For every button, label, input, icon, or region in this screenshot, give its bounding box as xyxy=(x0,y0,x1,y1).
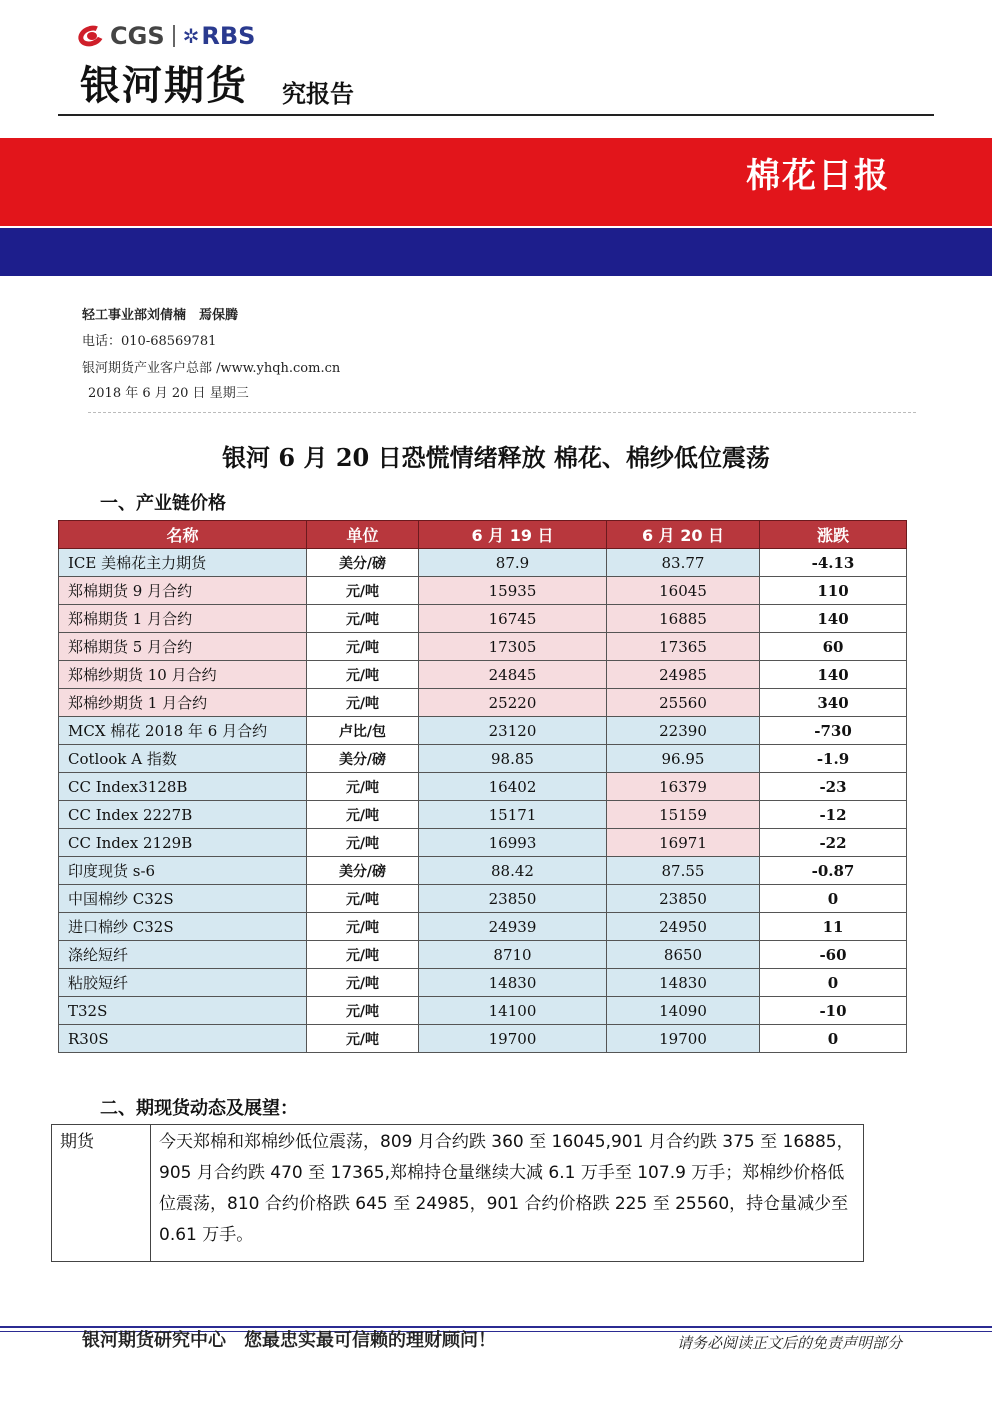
cell-name: 郑棉纱期货 1 月合约 xyxy=(59,689,307,717)
cell-d19: 23850 xyxy=(419,885,607,913)
cell-unit: 元/吨 xyxy=(307,633,419,661)
cell-d19: 25220 xyxy=(419,689,607,717)
table-row xyxy=(59,745,907,773)
cell-name: Cotlook A 指数 xyxy=(59,745,307,773)
header-unit: 单位 xyxy=(307,521,419,549)
cell-name: ICE 美棉花主力期货 xyxy=(59,549,307,577)
cell-unit: 美分/磅 xyxy=(307,745,419,773)
table-row xyxy=(59,689,907,717)
cell-unit: 元/吨 xyxy=(307,941,419,969)
header-name: 名称 xyxy=(59,521,307,549)
cell-name: CC Index3128B xyxy=(59,773,307,801)
cell-name: 粘胶短纤 xyxy=(59,969,307,997)
cell-d19: 17305 xyxy=(419,633,607,661)
dashed-divider xyxy=(88,412,916,413)
section-title-outlook: 二、期现货动态及展望： xyxy=(100,1098,298,1119)
cell-d19: 16745 xyxy=(419,605,607,633)
company-name: 银河期货 xyxy=(80,63,248,109)
cell-unit: 元/吨 xyxy=(307,969,419,997)
table-row xyxy=(59,661,907,689)
section-title-prices: 一、产业链价格 xyxy=(100,493,226,514)
cell-unit: 元/吨 xyxy=(307,605,419,633)
cell-unit: 元/吨 xyxy=(307,577,419,605)
cell-d19: 24845 xyxy=(419,661,607,689)
table-row xyxy=(59,941,907,969)
cell-d19: 14100 xyxy=(419,997,607,1025)
cell-d20: 87.55 xyxy=(607,857,760,885)
cell-name: 涤纶短纤 xyxy=(59,941,307,969)
cell-name: 印度现货 s-6 xyxy=(59,857,307,885)
cell-chg: -1.9 xyxy=(760,745,907,773)
cell-d20: 14090 xyxy=(607,997,760,1025)
table-row xyxy=(59,549,907,577)
cgs-swirl-icon xyxy=(78,25,106,47)
cell-d20: 15159 xyxy=(607,801,760,829)
cell-d20: 8650 xyxy=(607,941,760,969)
cell-d20: 16971 xyxy=(607,829,760,857)
cell-unit: 美分/磅 xyxy=(307,549,419,577)
table-header-row xyxy=(59,521,907,549)
outlook-label: 期货 xyxy=(52,1125,151,1262)
cell-name: MCX 棉花 2018 年 6 月合约 xyxy=(59,717,307,745)
phone: 电话：010-68569781 xyxy=(82,334,217,349)
table-row xyxy=(59,829,907,857)
cell-chg: 11 xyxy=(760,913,907,941)
cell-unit: 元/吨 xyxy=(307,885,419,913)
cell-unit: 卢比/包 xyxy=(307,717,419,745)
cell-name: 郑棉纱期货 10 月合约 xyxy=(59,661,307,689)
cell-chg: -730 xyxy=(760,717,907,745)
page-title: 银河 6 月 20 日恐慌情绪释放 棉花、棉纱低位震荡 xyxy=(222,443,770,472)
cell-d19: 19700 xyxy=(419,1025,607,1053)
cell-unit: 美分/磅 xyxy=(307,857,419,885)
report-date: 2018 年 6 月 20 日 星期三 xyxy=(88,386,249,401)
cell-unit: 元/吨 xyxy=(307,801,419,829)
brand-primary: CGS xyxy=(110,22,165,50)
cell-chg: -23 xyxy=(760,773,907,801)
table-row xyxy=(59,801,907,829)
brand-secondary: RBS xyxy=(201,22,256,50)
table-row xyxy=(59,857,907,885)
cell-chg: -12 xyxy=(760,801,907,829)
cell-name: 郑棉期货 9 月合约 xyxy=(59,577,307,605)
cell-chg: 340 xyxy=(760,689,907,717)
cell-d19: 8710 xyxy=(419,941,607,969)
logo-divider xyxy=(173,25,175,47)
cell-name: 郑棉期货 5 月合约 xyxy=(59,633,307,661)
cell-chg: 140 xyxy=(760,605,907,633)
website-link[interactable]: 银河期货产业客户总部 /www.yhqh.com.cn xyxy=(82,361,341,376)
cell-d19: 98.85 xyxy=(419,745,607,773)
cell-chg: -22 xyxy=(760,829,907,857)
cell-name: 中国棉纱 C32S xyxy=(59,885,307,913)
cell-chg: 0 xyxy=(760,1025,907,1053)
cell-d19: 15171 xyxy=(419,801,607,829)
cell-chg: -60 xyxy=(760,941,907,969)
cell-d20: 14830 xyxy=(607,969,760,997)
table-row xyxy=(59,773,907,801)
cell-d20: 19700 xyxy=(607,1025,760,1053)
outlook-text: 今天郑棉和郑棉纱低位震荡，809 月合约跌 360 至 16045,901 月合约跌 375 至 16885，905 月合约跌 470 至 17365,郑棉持仓量继续大减 6.1 万手至 107.9 万手；郑棉纱价格低位震荡，810 合约价格跌 645 至 24985，901 合约价格跌 225 至 25560，持仓量减少至 0.61 万手。 xyxy=(151,1125,864,1262)
cell-name: T32S xyxy=(59,997,307,1025)
cell-d20: 16045 xyxy=(607,577,760,605)
cell-chg: -10 xyxy=(760,997,907,1025)
cell-chg: 110 xyxy=(760,577,907,605)
cell-d20: 96.95 xyxy=(607,745,760,773)
table-row xyxy=(59,577,907,605)
cell-d19: 16402 xyxy=(419,773,607,801)
table-row xyxy=(59,1025,907,1053)
cell-chg: 0 xyxy=(760,885,907,913)
cell-d19: 24939 xyxy=(419,913,607,941)
header-jun19: 6 月 19 日 xyxy=(419,521,607,549)
price-table xyxy=(58,520,907,1053)
cell-unit: 元/吨 xyxy=(307,829,419,857)
cell-name: 进口棉纱 C32S xyxy=(59,913,307,941)
table-row xyxy=(59,885,907,913)
header-change: 涨跌 xyxy=(760,521,907,549)
cell-d19: 16993 xyxy=(419,829,607,857)
cell-d20: 16379 xyxy=(607,773,760,801)
footer-slogan: 银河期货研究中心 您最忠实最可信赖的理财顾问！ xyxy=(82,1330,496,1351)
cell-d19: 87.9 xyxy=(419,549,607,577)
cell-d20: 16885 xyxy=(607,605,760,633)
cell-chg: 0 xyxy=(760,969,907,997)
report-type: 究报告 xyxy=(282,80,354,108)
table-row xyxy=(59,633,907,661)
header-jun20: 6 月 20 日 xyxy=(607,521,760,549)
cell-unit: 元/吨 xyxy=(307,913,419,941)
cell-d20: 23850 xyxy=(607,885,760,913)
authors: 轻工事业部刘倩楠 焉保腾 xyxy=(82,308,239,323)
cell-d20: 25560 xyxy=(607,689,760,717)
cell-d20: 24950 xyxy=(607,913,760,941)
banner-title: 棉花日报 xyxy=(746,156,890,196)
outlook-row xyxy=(52,1125,864,1262)
cell-unit: 元/吨 xyxy=(307,773,419,801)
cell-chg: 140 xyxy=(760,661,907,689)
cell-chg: -0.87 xyxy=(760,857,907,885)
cell-name: CC Index 2129B xyxy=(59,829,307,857)
rbs-daisy-icon: ✲ xyxy=(182,24,200,48)
footer-disclaimer: 请务必阅读正文后的免责声明部分 xyxy=(676,1334,902,1352)
cell-d20: 83.77 xyxy=(607,549,760,577)
table-row xyxy=(59,997,907,1025)
cell-d19: 23120 xyxy=(419,717,607,745)
table-row xyxy=(59,969,907,997)
cell-unit: 元/吨 xyxy=(307,661,419,689)
table-row xyxy=(59,717,907,745)
cell-d20: 22390 xyxy=(607,717,760,745)
outlook-table xyxy=(51,1124,864,1262)
cell-d19: 88.42 xyxy=(419,857,607,885)
cell-unit: 元/吨 xyxy=(307,1025,419,1053)
table-row xyxy=(59,913,907,941)
cell-d19: 15935 xyxy=(419,577,607,605)
cell-unit: 元/吨 xyxy=(307,689,419,717)
cell-name: 郑棉期货 1 月合约 xyxy=(59,605,307,633)
cell-unit: 元/吨 xyxy=(307,997,419,1025)
cell-name: CC Index 2227B xyxy=(59,801,307,829)
header-rule xyxy=(58,114,934,116)
brand-logo xyxy=(78,20,255,52)
cell-d20: 24985 xyxy=(607,661,760,689)
cell-d20: 17365 xyxy=(607,633,760,661)
cell-name: R30S xyxy=(59,1025,307,1053)
cell-chg: 60 xyxy=(760,633,907,661)
table-row xyxy=(59,605,907,633)
blue-banner xyxy=(0,228,992,276)
cell-d19: 14830 xyxy=(419,969,607,997)
cell-chg: -4.13 xyxy=(760,549,907,577)
